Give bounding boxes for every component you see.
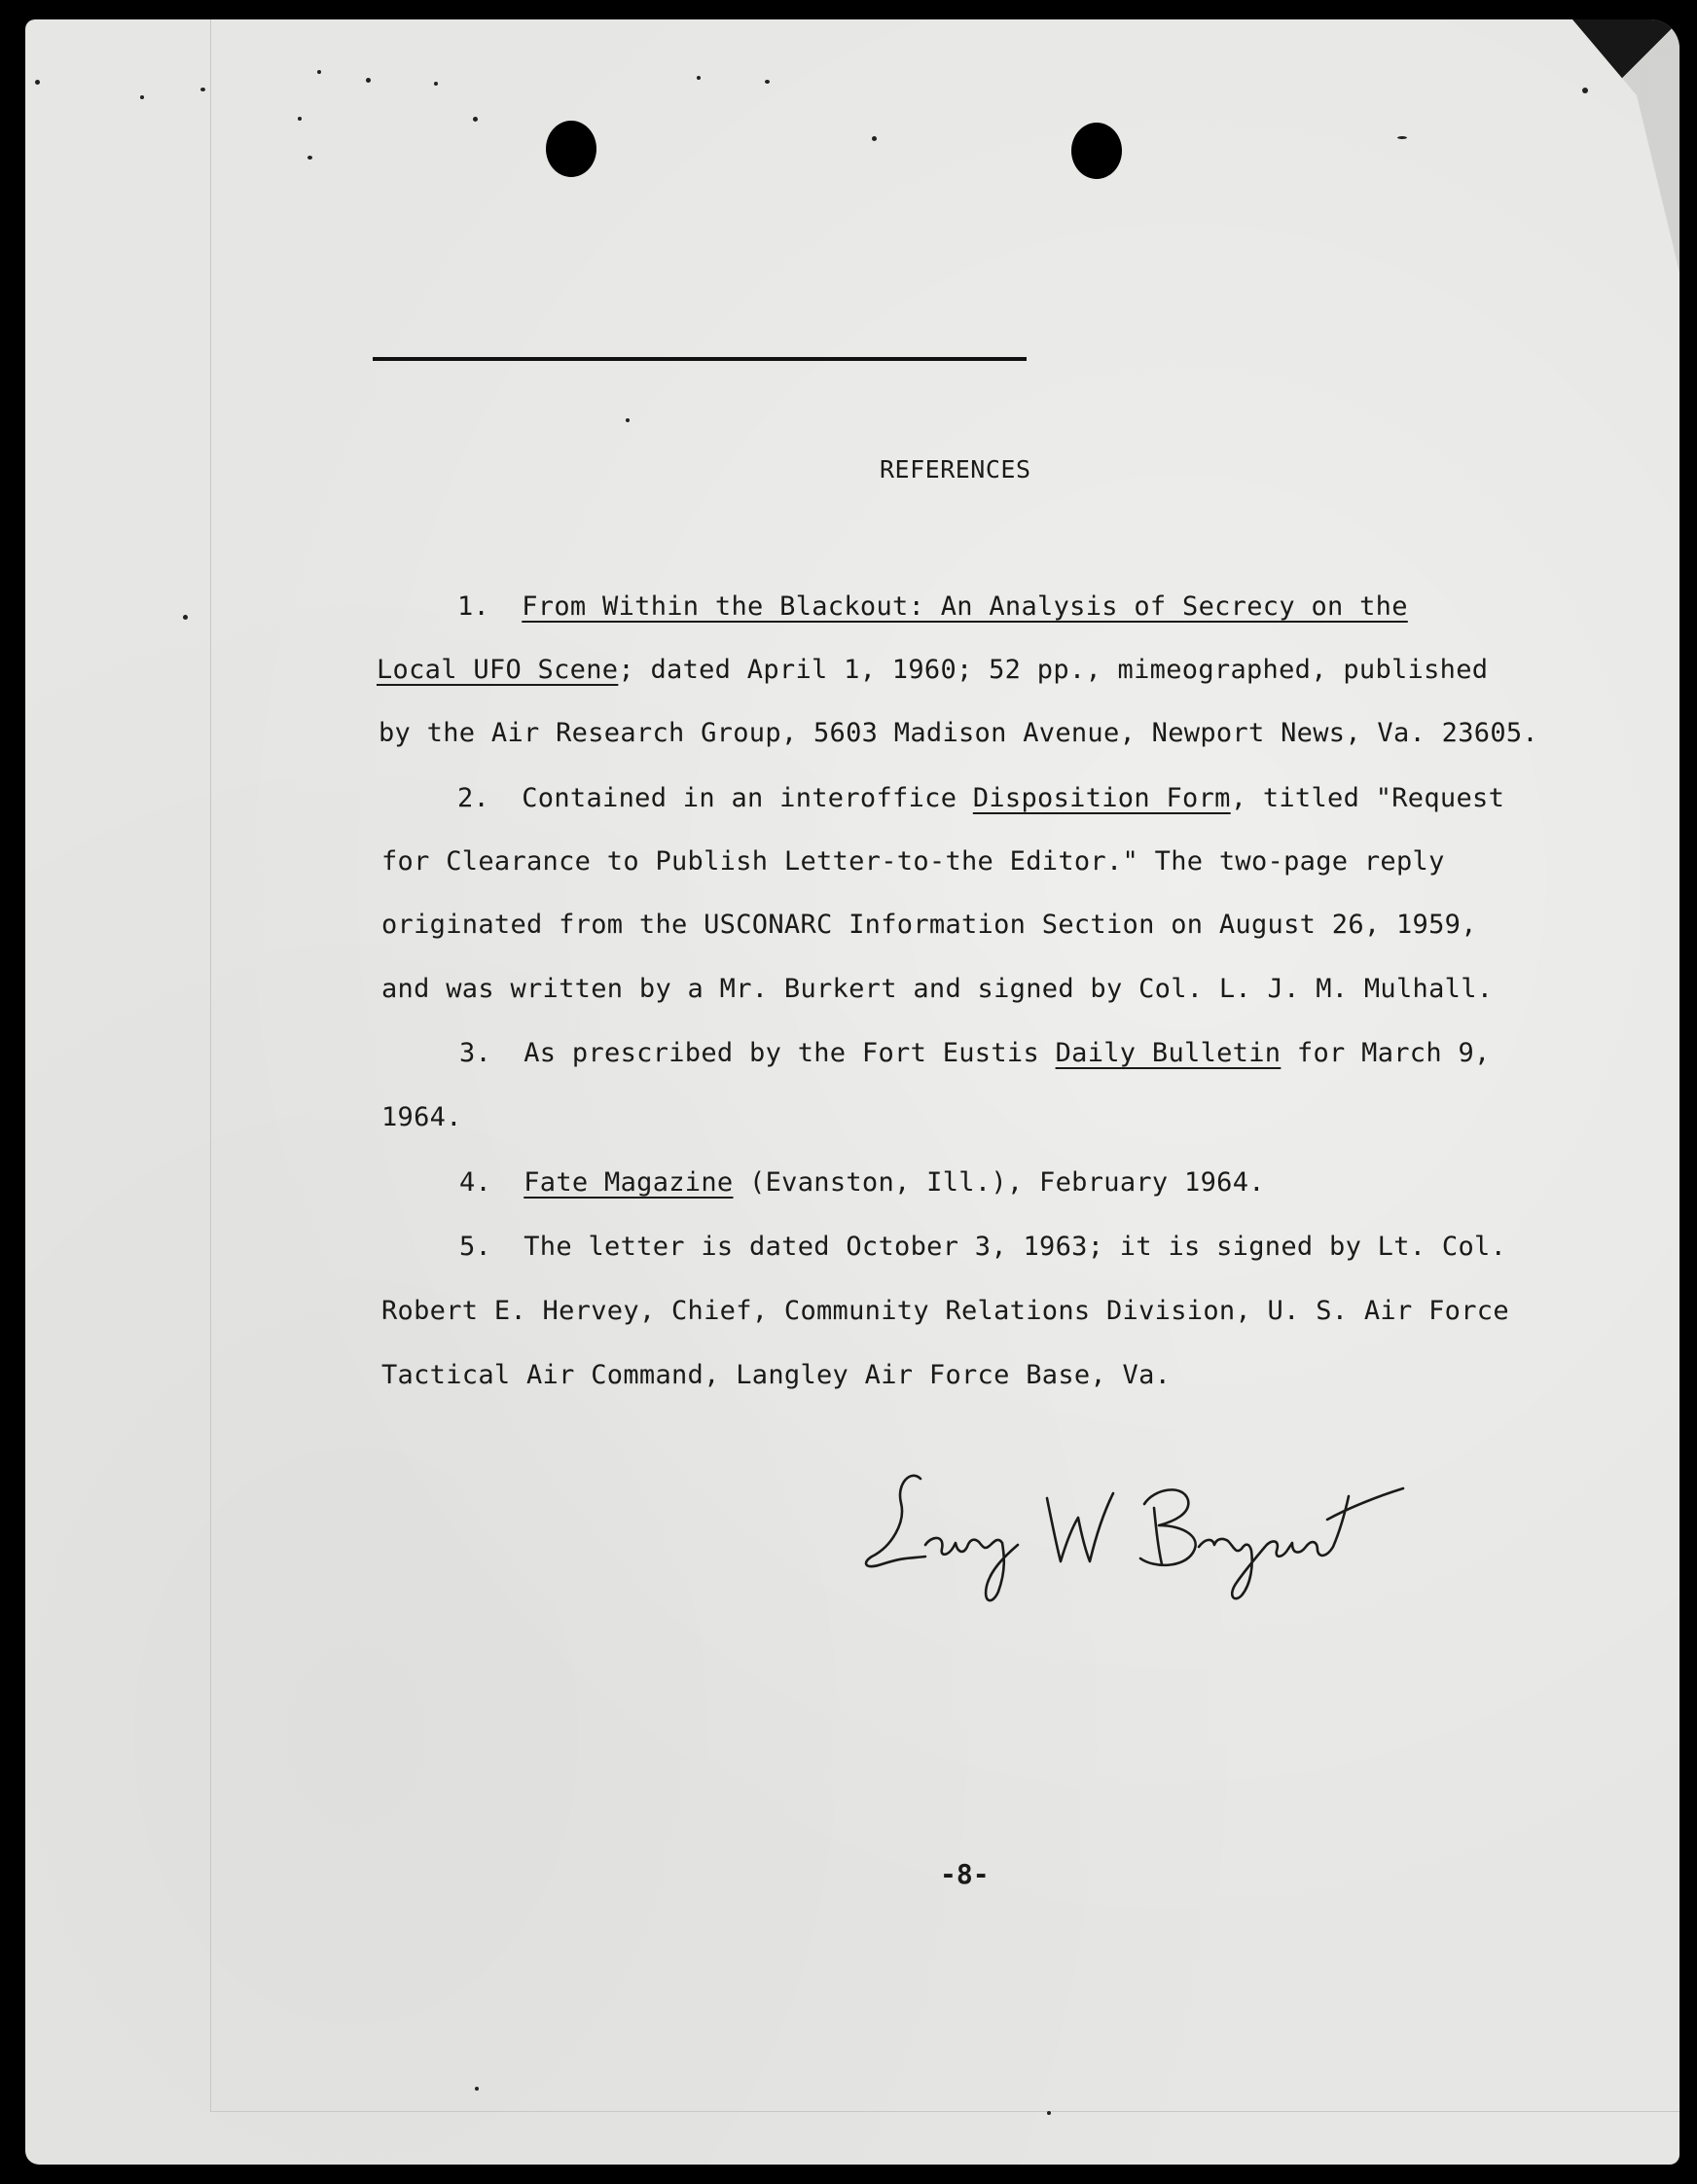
horizontal-rule [373, 357, 1027, 361]
speck [697, 76, 701, 80]
reference-3-number: 3. [459, 1038, 492, 1068]
speck [317, 70, 321, 74]
speck [200, 88, 205, 91]
document-page [25, 19, 1679, 2165]
speck [183, 615, 188, 620]
reference-1-text: by the Air Research Group, 5603 Madison Avenue, Newport News, Va. 23605. [379, 718, 1538, 748]
daily-bulletin-title: Daily Bulletin [1055, 1038, 1282, 1068]
reference-5-text: Tactical Air Command, Langley Air Force Base, Va. [381, 1360, 1172, 1390]
reference-1-number: 1. [457, 591, 490, 622]
reference-4-number: 4. [459, 1167, 492, 1198]
reference-2-text: and was written by a Mr. Burkert and signed by Col. L. J. M. Mulhall. [381, 974, 1494, 1004]
speck [765, 80, 770, 84]
speck [1047, 2111, 1051, 2115]
reference-1-title: From Within the Blackout: An Analysis of Secrecy on the [522, 591, 1408, 622]
punch-hole-right [1071, 123, 1122, 179]
reference-5-line-3 [381, 1360, 1171, 1390]
reference-2-line-1 [457, 783, 1504, 813]
reference-3-text: As prescribed by the Fort Eustis [524, 1038, 1056, 1068]
reference-5-line-2 [381, 1296, 1509, 1326]
speck [626, 418, 630, 422]
speck [298, 117, 302, 121]
disposition-form-title: Disposition Form [972, 783, 1231, 813]
reference-1-title-cont: Local UFO Scene [377, 655, 619, 685]
reference-4-text: (Evanston, Ill.), February 1964. [733, 1167, 1265, 1198]
reference-1-line-1 [457, 591, 1408, 622]
speck [475, 2087, 479, 2091]
speck [140, 95, 144, 99]
references-heading: REFERENCES [880, 455, 1031, 483]
reference-3-line-1 [459, 1038, 1491, 1068]
reference-2-text: originated from the USCONARC Information Section on August 26, 1959, [381, 910, 1477, 940]
reference-3-text: 1964. [381, 1102, 462, 1132]
reference-2-text: for Clearance to Publish Letter-to-the Editor." The two-page reply [381, 846, 1445, 877]
speck [1582, 88, 1588, 93]
reference-2-text: Contained in an interoffice [522, 783, 973, 813]
punch-hole-left [546, 121, 596, 177]
reference-3-text: for March 9, [1281, 1038, 1491, 1068]
speck [366, 78, 371, 83]
reference-2-text: , titled "Request [1230, 783, 1505, 813]
reference-3-line-2 [381, 1102, 462, 1132]
speck [473, 117, 478, 122]
fate-magazine-title: Fate Magazine [524, 1167, 734, 1198]
speck [872, 136, 877, 141]
handwritten-signature [852, 1450, 1407, 1625]
page-number: -8- [940, 1858, 990, 1890]
reference-1-line-3 [379, 718, 1538, 748]
reference-5-line-1 [459, 1232, 1506, 1262]
reference-5-text: The letter is dated October 3, 1963; it is signed by Lt. Col. [524, 1232, 1507, 1262]
speck [35, 80, 40, 85]
speck [307, 156, 312, 160]
reference-5-text: Robert E. Hervey, Chief, Community Relations Division, U. S. Air Force [381, 1296, 1509, 1326]
reference-1-text: ; dated April 1, 1960; 52 pp., mimeographed, published [618, 655, 1489, 685]
speck [434, 82, 438, 86]
reference-2-line-3 [381, 910, 1477, 940]
reference-1-line-2 [377, 655, 1488, 685]
reference-2-line-4 [381, 974, 1493, 1004]
reference-2-line-2 [381, 846, 1445, 877]
reference-5-number: 5. [459, 1232, 492, 1262]
reference-4-line-1 [459, 1167, 1265, 1198]
speck [1397, 136, 1407, 139]
reference-2-number: 2. [457, 783, 490, 813]
